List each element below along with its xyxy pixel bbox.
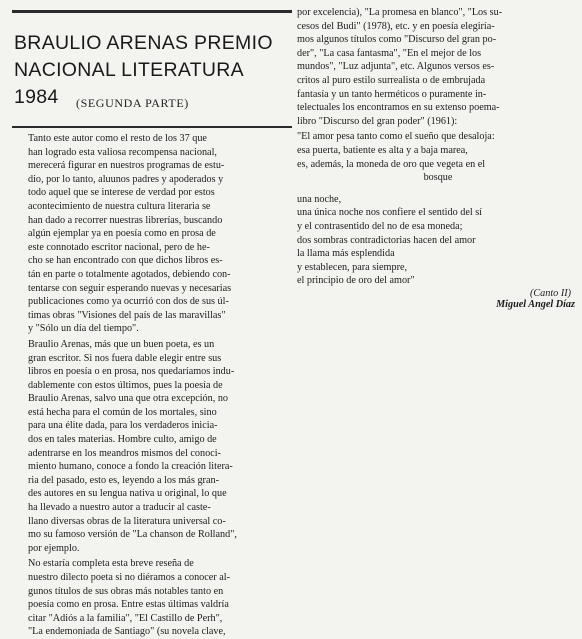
text-line: publicaciones como ya ocurrió con dos de sus úl- [28,296,229,308]
article-author: Miguel Angel Díaz [496,298,575,310]
text-line: der", "La casa fantasma", "En el mejor de los [297,47,482,59]
text-line: está hecha para el común de los mortales, sino [28,406,217,418]
text-line: "La endemoniada de Santiago" (su novela clave, [28,626,226,638]
text-line: libro "Discurso del gran poder" (1961): [297,115,458,127]
text-line: este connotado escritor nacional, pero de he- [28,241,210,253]
text-line: han logrado esta valiosa recompensa nacional, [28,146,217,158]
text-line: cesos del Budi" (1978), etc. y en poesía elegiría- [297,20,495,32]
text-line: una noche, [297,193,342,205]
article-subtitle: (SEGUNDA PARTE) [76,96,189,110]
text-line: Braulio Arenas, salvo una que otra excepción, no [28,393,229,405]
text-line: ria del pasado, esto es, leyendo a los más gran- [28,474,219,486]
text-line: la llama más esplendida [297,248,395,260]
text-line: citar "Adiós a la familia", "El Castillo de Perh", [28,612,223,624]
text-line: para una élite dada, para los verdaderos inicia- [28,420,218,432]
text-line: esa puerta, batiente es alta y a baja marea, [297,144,468,156]
text-line: ha llevado a nuestro autor a traducir al caste- [28,502,211,514]
text-line: todo aquel que se interese de verdad por estos [28,187,215,199]
article-body-left [14,132,288,639]
text-line: No estaría completa esta breve reseña de [28,558,194,570]
text-line: el principio de oro del amor" [297,275,415,287]
text-line: gran escritor. Si nos fuera dable elegir entre sus [28,352,222,364]
text-line: critos al puro estilo surrealista o de embrujada [297,74,486,86]
text-line: mos algunos títulos como "Discurso del gran po- [297,34,497,46]
text-line: y establecen, para siempre, [297,261,408,273]
text-line: y el contrasentido del no de esa moneda; [297,220,463,232]
text-line: por excelencia), "La promesa en blanco", "Los su- [297,7,503,18]
text-line: algún ejemplar ya en poesía como en prosa de [28,228,216,240]
text-line: libros en poesía o en prosa, nos quedaríamos indu- [28,366,235,378]
text-line: tentarse con seguir esperando nuevas y necesarias [28,282,232,294]
text-line: bosque [423,172,453,184]
text-line: dablemente con estos últimos, pues la poesía de [28,379,223,391]
text-line: fantasía y un tanto herméticos o puramente in- [297,88,487,100]
text-line: telectuales los encontramos en su extenso poema- [297,102,500,114]
text-line: miento humano, conoce a fondo la creación litera- [28,461,233,473]
text-line: por ejemplo. [28,542,80,554]
text-line: mundos", "Luz adjunta", etc. Algunos versos es- [297,61,495,73]
text-line: tán en parte o totalmente agotados, debiendo con- [28,268,231,280]
poem-canto-reference: (Canto II) [529,287,571,299]
text-line: poesía como en prosa. Entre estas últimas valdría [28,599,229,611]
text-line: han dado a recorrer nuestras librerías, buscando [28,214,223,226]
text-line: mo su famoso versión de "La chanson de Rolland", [28,529,237,541]
text-line: timas obras "Visiones del país de las maravillas" [28,309,226,321]
text-line: dos sombras contradictorias hacen del amor [297,234,476,246]
text-line: dio, por lo tanto, aluunos padres y apoderados y [28,173,224,185]
text-line: Tanto este autor como el resto de los 37 que [28,133,207,144]
headline-bottom-rule [12,126,292,128]
paragraph-2 [14,338,288,556]
text-line: llano diversas obras de la literatura universal co- [28,515,226,527]
text-line: y "Sólo un día del tiempo". [28,323,139,335]
headline-top-rule [12,10,292,13]
article-headline: BRAULIO ARENAS PREMIO NACIONAL LITERATURA 1984 [14,32,273,108]
text-line: acontecimiento de nuestra cultura literaria se [28,200,211,212]
text-line: es, además, la moneda de oro que vegeta en el [297,158,486,170]
poem-quote [297,130,579,288]
text-line: adentrarse en los meandros mismos del conoci- [28,447,221,459]
text-line: Braulio Arenas, más que un buen poeta, es un [28,338,215,350]
article-body-right [297,6,579,310]
text-line: des autores en su lengua nativa u original, lo que [28,488,227,500]
text-line: una única noche nos confiere el sentido del sí [297,207,483,219]
text-line: gunos títulos de sus obras más notables tanto en [28,585,224,597]
paragraph-3 [14,557,288,639]
text-line: dos en tales materias. Hombre culto, amigo de [28,434,217,446]
paragraph-4 [297,6,579,128]
paragraph-1 [14,132,288,336]
text-line: merecerá figurar en nuestros programas de estu- [28,160,225,172]
text-line: nuestro dilecto poeta si no diéramos a conocer al- [28,572,230,583]
text-line: "El amor pesa tanto como el sueño que desaloja: [297,131,495,143]
text-line: cho se han encontrado con que dichos libros es- [28,255,223,267]
